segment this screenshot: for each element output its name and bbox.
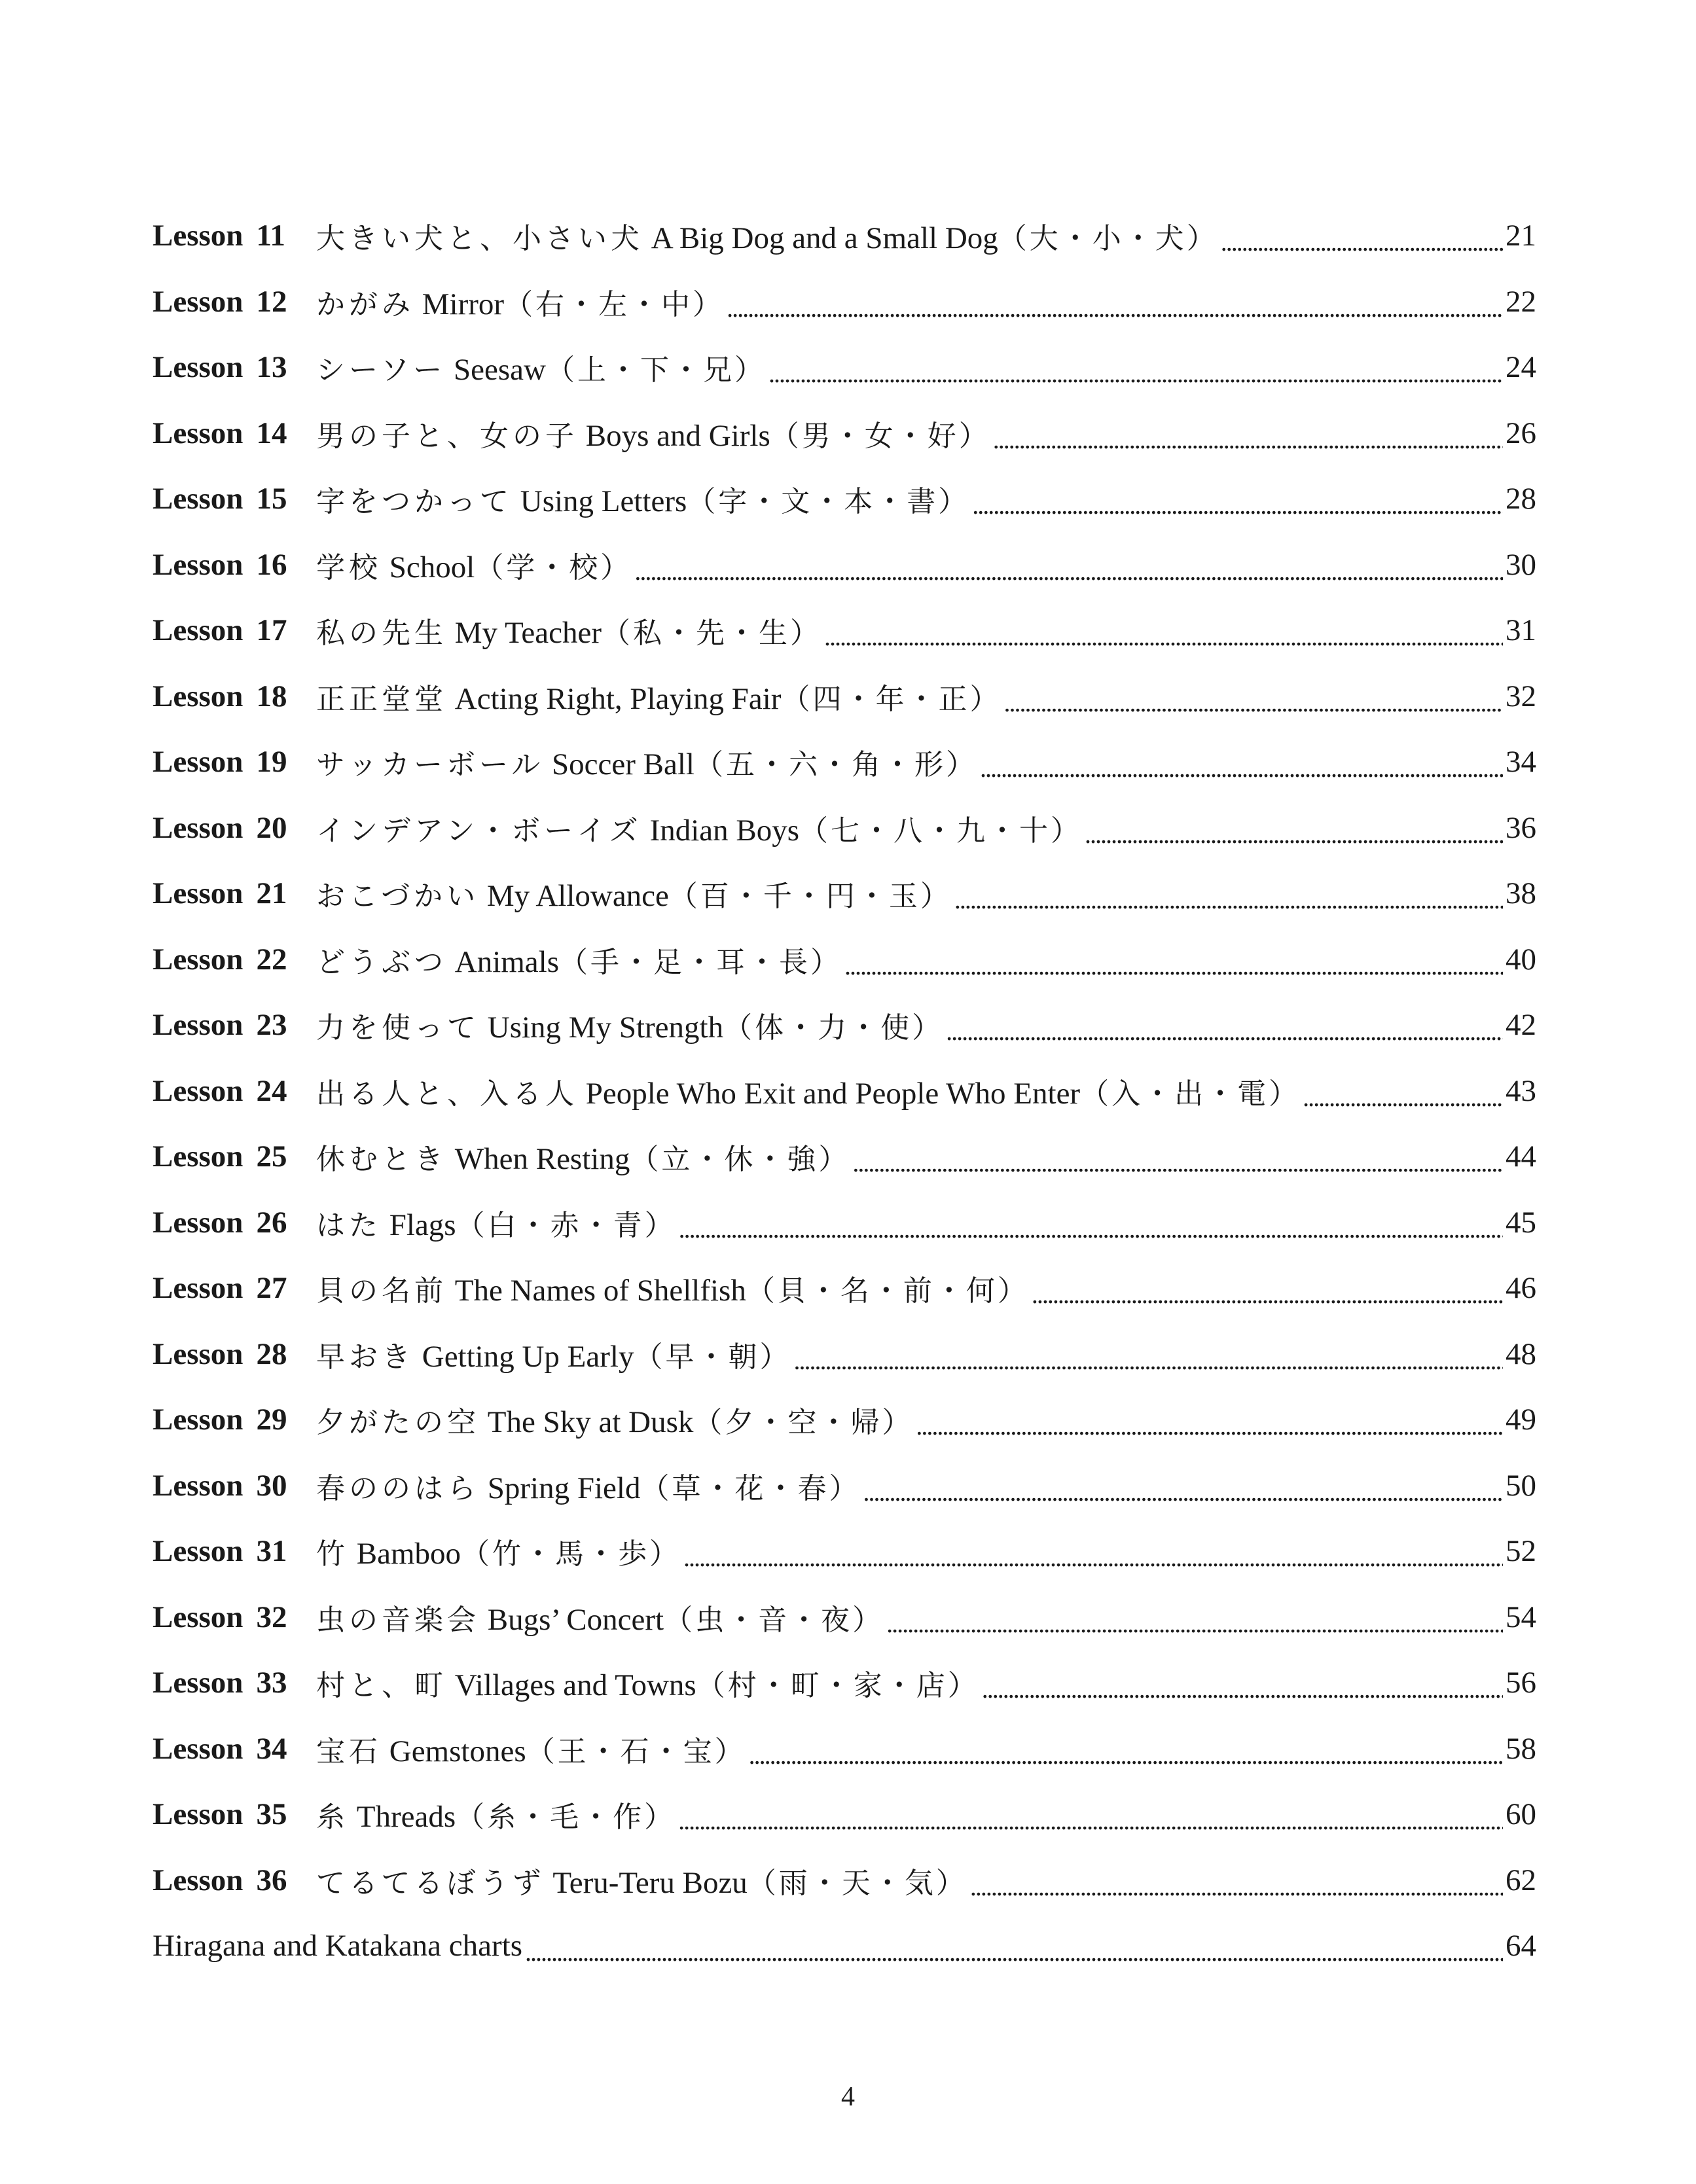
toc-entry-lesson-12[interactable] (153, 269, 1536, 335)
toc-page-number: 30 (1506, 547, 1536, 582)
lesson-title-japanese: 竹 (316, 1537, 349, 1571)
lesson-title-japanese: 学校 (316, 550, 382, 584)
lesson-title (316, 872, 952, 914)
dot-leader (1085, 815, 1503, 851)
lesson-title (316, 544, 632, 586)
lesson-label (153, 481, 316, 516)
toc-page-number: 54 (1506, 1600, 1536, 1634)
toc-entry-lesson-15[interactable] (153, 466, 1536, 532)
toc-page-number: 60 (1506, 1797, 1536, 1832)
lesson-title (316, 215, 1218, 257)
lesson-label (153, 810, 316, 846)
lesson-number: 33 (256, 1666, 287, 1700)
toc-entry-lesson-35[interactable] (153, 1781, 1536, 1848)
lesson-word: Lesson (153, 1073, 244, 1108)
toc-entry-lesson-34[interactable] (153, 1716, 1536, 1782)
lesson-title-english: Animals (454, 944, 560, 979)
lesson-kanji-list: （五・六・角・形） (694, 748, 977, 782)
dot-leader (679, 1210, 1503, 1245)
toc-entry-lesson-36[interactable] (153, 1848, 1536, 1914)
dot-leader (634, 552, 1503, 588)
lesson-title (316, 1070, 1300, 1112)
lesson-word: Lesson (153, 1403, 244, 1437)
lesson-word: Lesson (153, 1468, 244, 1503)
lesson-kanji-list: （右・左・中） (504, 287, 725, 321)
lesson-word: Lesson (153, 482, 244, 516)
lesson-word: Lesson (153, 547, 244, 582)
lesson-title (316, 1399, 913, 1441)
lesson-kanji-list: （学・校） (475, 550, 632, 584)
lesson-title-japanese: はた (316, 1208, 382, 1242)
lesson-kanji-list: （私・先・生） (601, 617, 821, 651)
toc-entry-lesson-11[interactable] (153, 203, 1536, 269)
lesson-title-english: Bugs’ Concert (487, 1602, 664, 1637)
toc-entry-lesson-19[interactable] (153, 729, 1536, 795)
lesson-title-english: People Who Exit and People Who Enter (585, 1076, 1081, 1111)
lesson-number: 36 (256, 1863, 287, 1897)
lesson-title-japanese: 貝の名前 (316, 1274, 447, 1308)
lesson-title (316, 1859, 967, 1901)
lesson-title-english: Villages and Towns (454, 1668, 696, 1703)
lesson-title (316, 281, 724, 323)
lesson-title-english: When Resting (454, 1142, 630, 1177)
lesson-number: 18 (256, 679, 287, 713)
lesson-title-english: Seesaw (454, 353, 546, 387)
lesson-title-japanese: 春ののはら (316, 1471, 480, 1505)
toc-entry-lesson-13[interactable] (153, 334, 1536, 401)
lesson-title-english: My Allowance (486, 879, 669, 914)
dot-leader (954, 881, 1503, 916)
toc-page-number: 62 (1506, 1863, 1536, 1897)
lesson-kanji-list: （七・八・九・十） (799, 814, 1083, 848)
lesson-title-japanese: 休むとき (316, 1143, 447, 1177)
toc-page-number: 50 (1506, 1468, 1536, 1503)
lesson-label (153, 1731, 316, 1766)
lesson-word: Lesson (153, 679, 244, 713)
toc-page-number: 56 (1506, 1666, 1536, 1700)
toc-entry-lesson-25[interactable] (153, 1124, 1536, 1190)
toc-entry-lesson-22[interactable] (153, 927, 1536, 993)
lesson-word: Lesson (153, 745, 244, 779)
lesson-title-english: Teru-Teru Bozu (552, 1865, 748, 1900)
toc-entry-appendix[interactable] (153, 1913, 1536, 1979)
lesson-kanji-list: （村・町・家・店） (696, 1669, 979, 1703)
lesson-title-japanese: 宝石 (316, 1734, 382, 1768)
toc-entry-lesson-27[interactable] (153, 1255, 1536, 1321)
toc-page-number: 24 (1506, 350, 1536, 385)
lesson-title-japanese: サッカーボール (316, 748, 545, 782)
lesson-title-japanese: シーソー (316, 353, 446, 387)
lesson-kanji-list: （草・花・春） (640, 1471, 861, 1505)
lesson-title (316, 346, 766, 388)
lesson-title-english: The Sky at Dusk (487, 1405, 694, 1440)
lesson-title-english: My Teacher (454, 616, 602, 651)
lesson-word: Lesson (153, 1008, 244, 1043)
lesson-title-japanese: 出る人と、入る人 (316, 1077, 578, 1111)
page-number: 4 (841, 2082, 855, 2112)
lesson-title-english: Using Letters (520, 484, 687, 519)
lesson-title-japanese: 男の子と、女の子 (316, 419, 578, 453)
lesson-title-japanese: おこづかい (316, 880, 480, 914)
lesson-number: 35 (256, 1797, 287, 1832)
lesson-word: Lesson (153, 613, 244, 648)
lesson-word: Lesson (153, 284, 244, 319)
lesson-number: 27 (256, 1271, 287, 1306)
lesson-kanji-list: （夕・空・帰） (693, 1406, 914, 1440)
lesson-title-japanese: インデアン・ボーイズ (316, 814, 642, 848)
dot-leader (970, 1868, 1503, 1903)
dot-leader (683, 1539, 1503, 1574)
lesson-title-english: Using My Strength (487, 1011, 724, 1045)
dot-leader (768, 355, 1503, 390)
lesson-label (153, 1468, 316, 1503)
lesson-kanji-list: （上・下・兄） (545, 353, 766, 387)
toc-page-number: 31 (1506, 613, 1536, 648)
toc-entry-lesson-20[interactable] (153, 795, 1536, 861)
dot-leader (1032, 1276, 1503, 1311)
toc-entry-lesson-28[interactable] (153, 1321, 1536, 1387)
lesson-kanji-list: （白・赤・青） (456, 1208, 676, 1242)
toc-page-number: 26 (1506, 416, 1536, 450)
lesson-number: 26 (256, 1205, 287, 1240)
toc-page-number: 34 (1506, 745, 1536, 779)
lesson-title (316, 939, 842, 980)
dot-leader (980, 749, 1503, 785)
dot-leader (972, 486, 1503, 522)
dot-leader (793, 1342, 1503, 1377)
lesson-kanji-list: （四・年・正） (781, 682, 1001, 716)
lesson-title-english: Boys and Girls (585, 418, 770, 453)
lesson-title-english: The Names of Shellfish (454, 1274, 746, 1308)
lesson-word: Lesson (153, 1336, 244, 1371)
toc-entry-lesson-26[interactable] (153, 1190, 1536, 1256)
lesson-label (153, 1205, 316, 1240)
lesson-title (316, 609, 821, 651)
lesson-title-english: Spring Field (487, 1471, 641, 1505)
lesson-kanji-list: （王・石・宝） (526, 1734, 746, 1768)
lesson-kanji-list: （体・力・使） (723, 1011, 944, 1045)
toc-entry-lesson-32[interactable] (153, 1584, 1536, 1651)
lesson-kanji-list: （糸・毛・作） (456, 1800, 676, 1835)
toc-page-number: 52 (1506, 1534, 1536, 1569)
toc-page-number: 58 (1506, 1731, 1536, 1766)
lesson-kanji-list: （百・千・円・玉） (668, 880, 952, 914)
lesson-word: Lesson (153, 810, 244, 845)
lesson-word: Lesson (153, 1139, 244, 1174)
dot-leader (844, 947, 1503, 982)
lesson-number: 32 (256, 1600, 287, 1634)
lesson-label (153, 1270, 316, 1306)
toc-entry-lesson-30[interactable] (153, 1453, 1536, 1519)
lesson-title-english: Getting Up Early (422, 1339, 634, 1374)
lesson-title (316, 1793, 676, 1835)
lesson-title-english: Gemstones (389, 1734, 526, 1768)
lesson-word: Lesson (153, 219, 244, 253)
lesson-title (316, 1004, 943, 1046)
lesson-label (153, 1533, 316, 1569)
lesson-title-japanese: 早おき (316, 1340, 414, 1374)
lesson-title (316, 1202, 676, 1244)
lesson-number: 23 (256, 1008, 287, 1043)
lesson-label (153, 942, 316, 977)
dot-leader (1221, 223, 1503, 259)
lesson-word: Lesson (153, 1271, 244, 1306)
lesson-number: 22 (256, 942, 287, 976)
toc-page-number: 46 (1506, 1271, 1536, 1306)
toc-entry-lesson-18[interactable] (153, 664, 1536, 730)
lesson-word: Lesson (153, 1534, 244, 1569)
lesson-label (153, 1402, 316, 1437)
lesson-title-english: A Big Dog and a Small Dog (651, 221, 998, 256)
lesson-number: 21 (256, 876, 287, 911)
toc-entry-lesson-33[interactable] (153, 1650, 1536, 1716)
lesson-word: Lesson (153, 1863, 244, 1897)
lesson-label (153, 1600, 316, 1635)
lesson-label (153, 876, 316, 911)
lesson-title-english: Soccer Ball (552, 747, 695, 782)
dot-leader (749, 1736, 1503, 1772)
lesson-number: 16 (256, 547, 287, 582)
lesson-title-japanese: 夕がたの空 (316, 1406, 480, 1440)
toc-entry-lesson-17[interactable] (153, 598, 1536, 664)
lesson-title (316, 412, 990, 454)
dot-leader (824, 618, 1503, 653)
toc-page-number: 38 (1506, 876, 1536, 911)
lesson-number: 24 (256, 1073, 287, 1108)
lesson-title (316, 1530, 681, 1572)
lesson-title-japanese: 糸 (316, 1800, 349, 1835)
lesson-kanji-list: （男・女・好） (770, 419, 990, 453)
dot-leader (852, 1144, 1503, 1179)
lesson-title (316, 1728, 746, 1770)
lesson-title (316, 1465, 860, 1507)
toc-page-number: 22 (1506, 284, 1536, 319)
lesson-number: 31 (256, 1534, 287, 1569)
lesson-label (153, 1007, 316, 1043)
lesson-word: Lesson (153, 416, 244, 450)
lesson-number: 13 (256, 350, 287, 385)
toc-entry-lesson-24[interactable] (153, 1058, 1536, 1124)
toc-page-number: 40 (1506, 942, 1536, 976)
lesson-label (153, 1336, 316, 1372)
lesson-kanji-list: （手・足・耳・長） (559, 945, 842, 979)
toc-page-number: 21 (1506, 219, 1536, 253)
lesson-title-japanese: てるてるぼうず (316, 1866, 545, 1900)
lesson-number: 34 (256, 1731, 287, 1766)
toc-page-number: 49 (1506, 1403, 1536, 1437)
lesson-label (153, 1073, 316, 1109)
lesson-title (316, 675, 1001, 717)
lesson-title (316, 1662, 979, 1704)
table-of-contents (153, 203, 1536, 1979)
lesson-title-japanese: 虫の音楽会 (316, 1603, 480, 1637)
lesson-label (153, 744, 316, 779)
lesson-number: 30 (256, 1468, 287, 1503)
lesson-title (316, 1596, 884, 1638)
appendix-title: Hiragana and Katakana charts (153, 1929, 523, 1963)
dot-leader (678, 1802, 1503, 1837)
lesson-number: 11 (256, 219, 285, 253)
toc-entry-lesson-16[interactable] (153, 532, 1536, 598)
lesson-kanji-list: （大・小・犬） (998, 222, 1218, 256)
toc-entry-lesson-21[interactable] (153, 861, 1536, 927)
lesson-title-english: Mirror (422, 287, 505, 321)
lesson-title-japanese: 村と、町 (316, 1669, 447, 1703)
toc-entry-lesson-29[interactable] (153, 1387, 1536, 1453)
lesson-title-english: Indian Boys (649, 813, 800, 848)
lesson-title-english: Flags (389, 1208, 456, 1242)
lesson-label (153, 349, 316, 385)
dot-leader (525, 1933, 1503, 1969)
toc-page-number: 32 (1506, 679, 1536, 713)
lesson-kanji-list: （早・朝） (634, 1340, 791, 1374)
lesson-title-japanese: 私の先生 (316, 617, 447, 651)
lesson-number: 28 (256, 1336, 287, 1371)
lesson-number: 25 (256, 1139, 287, 1174)
lesson-kanji-list: （字・文・本・書） (687, 485, 970, 519)
lesson-word: Lesson (153, 1205, 244, 1240)
dot-leader (863, 1473, 1503, 1509)
lesson-number: 19 (256, 745, 287, 779)
lesson-title-english: School (389, 550, 475, 584)
lesson-title-japanese: 力を使って (316, 1011, 480, 1045)
toc-entry-lesson-23[interactable] (153, 992, 1536, 1058)
lesson-kanji-list: （貝・名・前・何） (746, 1274, 1029, 1308)
lesson-kanji-list: （竹・馬・歩） (461, 1537, 681, 1571)
lesson-label (153, 547, 316, 582)
lesson-label (153, 1797, 316, 1832)
lesson-label (153, 679, 316, 714)
lesson-label (153, 284, 316, 319)
lesson-word: Lesson (153, 350, 244, 385)
toc-page-number: 48 (1506, 1336, 1536, 1371)
lesson-label (153, 218, 316, 253)
lesson-title (316, 1267, 1029, 1309)
lesson-title (316, 807, 1082, 849)
lesson-title-japanese: 正正堂堂 (316, 682, 447, 716)
dot-leader (982, 1670, 1503, 1706)
toc-page-number: 43 (1506, 1073, 1536, 1108)
toc-page-number: 64 (1506, 1929, 1536, 1963)
lesson-number: 14 (256, 416, 287, 450)
toc-page-number: 44 (1506, 1139, 1536, 1174)
lesson-label (153, 1863, 316, 1898)
toc-entry-lesson-14[interactable] (153, 401, 1536, 467)
lesson-number: 17 (256, 613, 287, 648)
lesson-word: Lesson (153, 1797, 244, 1832)
lesson-title-english: Bamboo (356, 1537, 461, 1571)
lesson-label (153, 613, 316, 648)
dot-leader (727, 289, 1503, 325)
dot-leader (1303, 1079, 1503, 1114)
lesson-kanji-list: （入・出・電） (1080, 1077, 1301, 1111)
lesson-number: 12 (256, 284, 287, 319)
lesson-kanji-list: （雨・天・気） (747, 1866, 967, 1900)
lesson-title-japanese: どうぶつ (316, 945, 447, 979)
dot-leader (946, 1012, 1503, 1048)
lesson-number: 15 (256, 482, 287, 516)
lesson-title (316, 741, 977, 783)
toc-page-number: 36 (1506, 810, 1536, 845)
lesson-label (153, 1139, 316, 1174)
lesson-word: Lesson (153, 942, 244, 976)
lesson-title (316, 1333, 791, 1375)
lesson-number: 29 (256, 1403, 287, 1437)
lesson-title (316, 1136, 850, 1177)
toc-page-number: 42 (1506, 1008, 1536, 1043)
dot-leader (993, 421, 1503, 456)
lesson-number: 20 (256, 810, 287, 845)
lesson-label (153, 416, 316, 451)
dot-leader (916, 1407, 1503, 1442)
lesson-word: Lesson (153, 1666, 244, 1700)
lesson-label (153, 1665, 316, 1700)
lesson-kanji-list: （虫・音・夜） (664, 1603, 884, 1637)
lesson-title-japanese: 字をつかって (316, 485, 513, 519)
lesson-title-japanese: かがみ (316, 287, 414, 321)
lesson-title-english: Threads (356, 1800, 456, 1835)
lesson-title-japanese: 大きい犬と、小さい犬 (316, 222, 643, 256)
dot-leader (886, 1605, 1503, 1640)
toc-page-number: 28 (1506, 482, 1536, 516)
toc-page-number: 45 (1506, 1205, 1536, 1240)
lesson-word: Lesson (153, 1731, 244, 1766)
toc-entry-lesson-31[interactable] (153, 1518, 1536, 1584)
lesson-title-english: Acting Right, Playing Fair (454, 681, 782, 716)
lesson-word: Lesson (153, 876, 244, 911)
lesson-title (316, 478, 969, 520)
lesson-kanji-list: （立・休・強） (630, 1143, 850, 1177)
lesson-word: Lesson (153, 1600, 244, 1634)
dot-leader (1003, 684, 1503, 719)
